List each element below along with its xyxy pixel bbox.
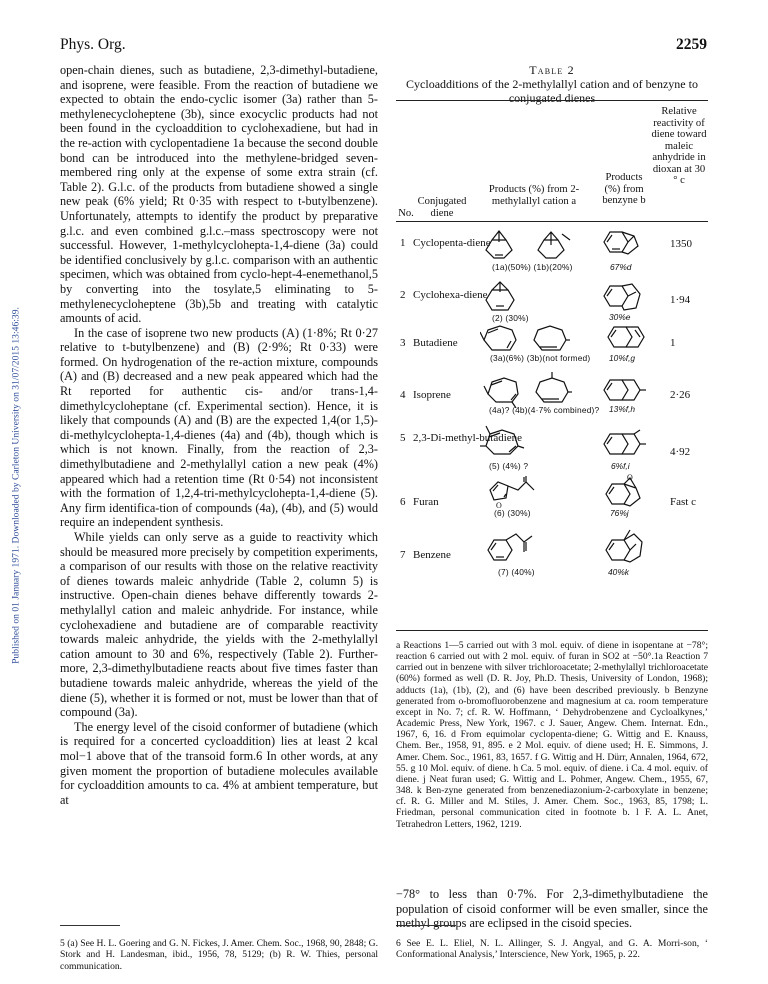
col-header-allyl: Products (%) from 2-methylallyl cation a bbox=[488, 184, 580, 207]
methyldihydronaphthalene bbox=[600, 374, 648, 406]
row-relative: 1350 bbox=[670, 238, 692, 250]
table-notes: a Reactions 1—5 carried out with 3 mol. equiv. of diene in isopentane at −78°; reaction 6 carried out with 2 mol. equiv. of furan in SO2 at −50°.1a Reaction 7 carried out in benzene with silver trichloroacetate; 2-methylallyl trichloroacetate (60%) formed as well (D. R. Joy, Ph.D. Thesis, University of London, 1968); adducts (1a), (1b), (2), and (6) have been described previously. b Benzyne generated from o-bromofluorobenzene and magnesium at ca. room temperature except in No. 7; cf. R. W. Hoffmann, ‘ Dehydrobenzene and Cycloalkynes,’ Academic Press, New York, 1967. c J. Sauer, Angew. Chem. Internat. Edn., 1967, 6, 16. d From equimolar cyclopenta-diene; G. Wittig and E. Knauss, Chem. Ber., 1958, 91, 895. e 2 Mol. equiv. of diene used; H. E. Simmons, J. Amer. Chem. Soc., 1961, 83, 1657. f G. Wittig and H. Dürr, Annalen, 1964, 672, 55. g 10 Mol. equiv. of diene. h Ca. 5 mol. equiv. of diene. i Ca. 4 mol. equiv. of diene. j Neat furan used; G. Wittig and L. Pohmer, Angew. Chem., 1955, 67, 348. k Ben-zyne generated from benzenediazonium-2-carboxylate in benzene; cf. R. G. Miller and M. Stiles, J. Amer. Chem. Soc., 1963, 85, 1798; L. Friedman, personal communication cited in footnote b. l F. A. L. Anet, Tetrahedron Letters, 1962, 1219. bbox=[396, 640, 708, 830]
row-number: 3 bbox=[400, 337, 406, 349]
row-number: 1 bbox=[400, 237, 406, 249]
footnote-divider bbox=[60, 925, 120, 926]
svg-text:O: O bbox=[627, 474, 633, 482]
paragraph: While yields can only serve as a guide to reactivity which should be measured more precisely by competition experiments, a comparison of our results with those on the relative reactivity of dienes towards maleic anhydride (Table 2, column 5) is instructive. Open-chain dienes behave differently towards 2-methylallyl cation and maleic anhydride. For instance, while cyclohexadiene and butadiene are of comparable reactivity towards maleic anhydride, the yields with the 2-methylallyl cation amount to 30 and 6%, respectively (Table 2). Further-more, 2,3-dimethylbutadiene reacts about five times faster than butadiene towards maleic anhydride, whereas the yield of the diene (5), whether it is formed or not, must be lower than that of compound (3a). bbox=[60, 530, 378, 720]
methylallylbenzene-7 bbox=[482, 530, 544, 564]
methylenecycloheptene-3b bbox=[530, 322, 570, 354]
norbornene-adduct-1a bbox=[480, 228, 526, 260]
cycloheptadiene-3a bbox=[480, 324, 520, 354]
row-relative: 2·26 bbox=[670, 389, 691, 401]
row-number: 7 bbox=[400, 549, 406, 561]
allyl-product-label: (1a)(50%) (1b)(20%) bbox=[492, 262, 573, 272]
benzyne-yield-label: 67%d bbox=[610, 262, 632, 272]
row-diene: Isoprene bbox=[413, 389, 451, 401]
row-number: 2 bbox=[400, 289, 406, 301]
paragraph: open-chain dienes, such as butadiene, 2,3-dimethyl-butadiene, and isoprene, were feasible. From the reaction of butadiene we expected to obtain the endo-cyclic isomer (3a) rather than 5-methylenecycloheptene (3b), since exocyclic products had not been found in the cycloaddition to cyclohexadiene, but had in the re-action with cyclopentadiene 1a because the second double bond can be introduced into the methylene-bridged seven-membered ring only at the expense of some extra strain (cf. Table 2). G.l.c. of the products from butadiene showed a single new peak (6% yield; Rt 0·35 with respect to t-butylbenzene). Unfortunately, attempts to identify the product by preparative g.l.c. and even combined g.l.c.–mass spectroscopy were not successful. However, 1-methylcyclohepta-1,4-diene (3a) could be identified conclusively by g.l.c. comparison with an authentic specimen, which was obtained from cyclo-hept-4-enemethanol,5 by converting into the tosylate,5 eliminating to 5-methylenecycloheptene (3b),5b and treating with catalytic amounts of acid. bbox=[60, 63, 378, 326]
allyl-product-label: (2) (30%) bbox=[492, 313, 529, 323]
table-rule-top bbox=[396, 100, 708, 101]
table-caption bbox=[396, 63, 708, 105]
dihydronaphthalene bbox=[604, 322, 648, 352]
footnote: 5 (a) See H. L. Goering and G. N. Fickes, J. Amer. Chem. Soc., 1968, 90, 2848; G. Stork and H. Landesman, ibid., 1956, 78, 5129; (b) R. W. Thies, personal communication. bbox=[60, 938, 378, 972]
allyl-product-label: (3a)(6%) (3b)(not formed) bbox=[490, 353, 591, 363]
benzyne-yield-label: 10%f,g bbox=[609, 353, 636, 363]
benzobicyclooctadiene bbox=[600, 280, 644, 316]
allyl-product-label: (4a)? (4b)(4·7% combined)? bbox=[489, 405, 600, 415]
table-rule-header bbox=[396, 221, 708, 222]
row-relative: 1·94 bbox=[670, 294, 691, 306]
row-diene: 2,3-Di-methyl-butadiene bbox=[413, 432, 523, 444]
allyl-product-label: (6) (30%) bbox=[494, 508, 531, 518]
benzyne-yield-label: 13%f,h bbox=[609, 404, 636, 414]
row-relative: Fast c bbox=[670, 496, 696, 508]
row-number: 5 bbox=[400, 432, 406, 444]
dimethylcycloheptadiene-4a bbox=[482, 374, 524, 408]
row-diene: Butadiene bbox=[413, 337, 458, 349]
row-relative: 1 bbox=[670, 337, 676, 349]
table-title: Cycloadditions of the 2-methylallyl cation and of benzyne to conjugated dienes bbox=[406, 77, 698, 105]
col-header-diene: Conjugated diene bbox=[417, 196, 467, 219]
svg-text:O: O bbox=[496, 501, 502, 510]
row-diene: Cyclopenta-diene bbox=[413, 237, 491, 249]
trimethylcycloheptadiene-5 bbox=[480, 424, 526, 462]
footnote: 6 See E. L. Eliel, N. L. Allinger, S. J. Angyal, and G. A. Morri-son, ‘ Conformational Analysis,’ Interscience, New York, 1965, p. 22. bbox=[396, 938, 708, 961]
row-number: 4 bbox=[400, 389, 406, 401]
table-label: Table 2 bbox=[529, 63, 575, 77]
dimethylcycloheptadiene-4b bbox=[530, 372, 572, 408]
left-column bbox=[60, 63, 378, 807]
dimethyldihydronaphthalene bbox=[600, 428, 648, 460]
col-header-benzyne: Products (%) from benzyne b bbox=[602, 172, 646, 206]
row-relative: 4·92 bbox=[670, 446, 691, 458]
paragraph: −78° to less than 0·7%. For 2,3-dimethylbutadiene the population of cisoid conformer will be even smaller, since the methyl groups are eclipsed in the cisoid species. bbox=[396, 887, 708, 931]
epoxynaphthalene bbox=[602, 474, 646, 510]
paragraph: The energy level of the cisoid conformer of butadiene (which is required for a concerted cycloaddition) lies at least 2 kcal mol−1 above that of the transoid form.6 In other words, at any given moment the proportion of butadiene molecules available for cycloaddition amounts to ca. 4% at ambient temperature, but at bbox=[60, 719, 378, 807]
exo-methylene-adduct-1b bbox=[532, 228, 578, 260]
footnote-divider bbox=[396, 925, 456, 926]
row-diene: Benzene bbox=[413, 549, 451, 561]
row-number: 6 bbox=[400, 496, 406, 508]
journal-title: Phys. Org. bbox=[60, 36, 126, 53]
download-watermark: Published on 01 January 1971. Downloaded by Carleton University on 31/07/2015 13:46:39. bbox=[10, 307, 22, 664]
benzyne-yield-label: 6%f,i bbox=[611, 461, 630, 471]
benzonorbornadiene bbox=[600, 226, 644, 260]
row-diene: Cyclohexa-diene bbox=[413, 289, 488, 301]
bicyclic-adduct-2 bbox=[482, 280, 526, 314]
table-rule-bottom bbox=[396, 630, 708, 631]
benzyne-yield-label: 40%k bbox=[608, 567, 629, 577]
col-header-no: No. bbox=[398, 208, 414, 219]
row-diene: Furan bbox=[413, 496, 439, 508]
benzyne-yield-label: 76%j bbox=[610, 508, 629, 518]
benzyne-yield-label: 30%e bbox=[609, 312, 631, 322]
allyl-product-label: (5) (4%) ? bbox=[489, 461, 529, 471]
paragraph: In the case of isoprene two new products (A) (1·8%; Rt 0·27 relative to t-butylbenzene) and (B) (2·9%; Rt 0·33) were formed. On hydrogenation of the re-action mixture, compounds (A) and (B) decreased and a new peak appeared which had the Rt reported for authentic cis- and/or trans-1,4-dimethylcycloheptane (cf. Experimental section). Hence, it is likely that compounds (A) and (B) are the expected 1,4(or 1,5)-di-methylcyclohepta-1,4-dienes (4a) and (4b), though which is which is not known. Finally, from the reaction of 2,3-dimethylbutadiene and 2-methylallyl cation a new peak (4%) appeared which had a retention time (Rt 0·54) not inconsistent with the formation of 1,2,4-tri-methylcyclohepta-1,4-diene (5). Any firm identifica-tion of compounds (4a), (4b), and (5) would require an independent synthesis. bbox=[60, 325, 378, 530]
furan-adduct-6 bbox=[484, 476, 546, 510]
benzobarrelene bbox=[602, 528, 646, 568]
page-number: 2259 bbox=[676, 36, 707, 53]
allyl-product-label: (7) (40%) bbox=[498, 567, 535, 577]
col-header-relative: Relative reactivity of diene toward maleic anhydride in dioxan at 30 ° c bbox=[651, 106, 707, 186]
